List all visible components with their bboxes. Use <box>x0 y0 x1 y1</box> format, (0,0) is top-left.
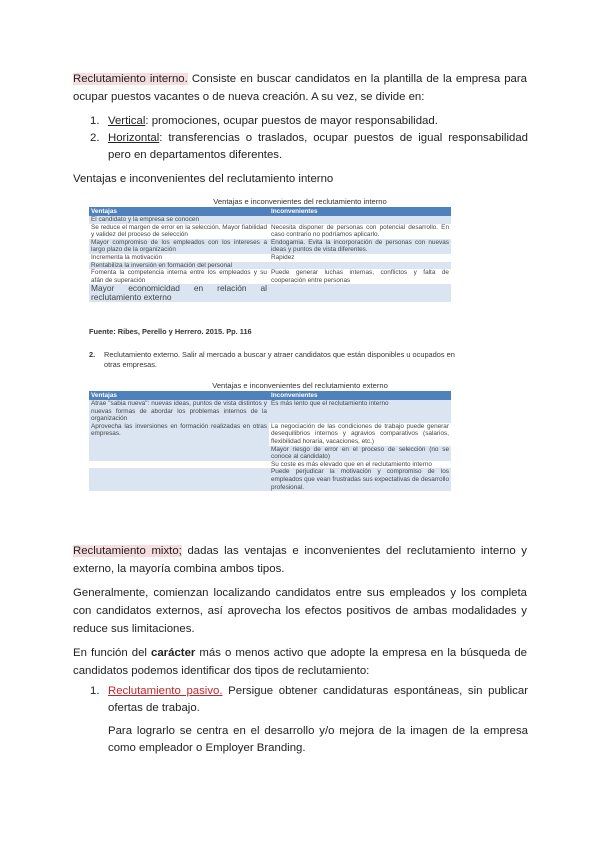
table-row: Rentabiliza la inversión en formación del personal <box>89 262 451 270</box>
character-term: carácter <box>151 647 196 659</box>
table-header: Ventajas <box>89 207 269 216</box>
passive-detail: Para lograrlo se centra en el desarrollo y/o mejora de la imagen de la empresa como empleador o Employer Branding. <box>108 725 528 754</box>
table-row: Mayor compromiso de los empleados con los intereses a largo plazo de la organización Endogamia. Evita la incorporación de personas con nuevas ideas y puntos de vista diferentes. <box>91 238 449 254</box>
table-row: Incrementa la motivación Rapidez <box>89 254 451 262</box>
table-row: Puede perjudicar la motivación y compromiso de los empleados que vean frustradas sus expectativas de desarrollo profesional. <box>89 468 451 491</box>
table-row: Mayor economicidad en relación al reclutamiento externo <box>89 284 451 302</box>
table-row: Su coste es más elevado que en el reclutamiento interno <box>89 461 451 469</box>
table-row: Aprovecha las inversiones en formación realizadas en otras empresas. La negociación de las condiciones de trabajo puede generar desequilibrios internos y agravios comparativos (salarios, flexibilidad horaria, vacaciones, etc.) <box>91 422 449 445</box>
table-header: Inconvenientes <box>269 207 451 216</box>
table-row: Se reduce el margen de error en la selección. Mayor fiabilidad y validez del proceso de selección Necesita disponer de personas con potencial desarrollo. En caso contrario no podríamos aplicarlo. <box>91 223 449 239</box>
passive-term: Reclutamiento pasivo. <box>108 685 223 697</box>
mixed-paragraph: Reclutamiento mixto; dadas las ventajas e inconvenientes del reclutamiento interno y externo, la mayoría combina ambos tipos. <box>73 545 527 575</box>
table-header-row <box>89 391 451 400</box>
list-item-external: 2. Reclutamiento externo. Salir al mercado a buscar y atraer candidatos que están disponibles u ocupados en otras empresas. <box>89 350 455 369</box>
table2-caption: Ventajas e inconvenientes del reclutamiento externo <box>212 381 388 390</box>
table-row: Mayor riesgo de error en el proceso de selección (no se conoce al candidato) <box>89 446 451 461</box>
general-paragraph: Generalmente, comienzan localizando candidatos entre sus empleados y los completa con candidatos externos, así aprovecha los efectos positivos de ambas modalidades y reduce sus limitaciones. <box>73 587 527 635</box>
intro-paragraph <box>73 70 527 106</box>
table-row: El candidato y la empresa se conocen <box>89 216 451 224</box>
intro-text: Consiste en buscar candidatos en la plantilla de la empresa para ocupar puestos vacantes o de nueva creación. A su vez, se divide en: <box>73 73 527 103</box>
intro-term: Reclutamiento interno. <box>73 73 188 85</box>
table-row: Fomenta la competencia interna entre los empleados y su afán de superación Puede generar luchas internas, conflictos y falta de cooperación entre personas <box>91 269 449 284</box>
table1-caption: Ventajas e inconvenientes del reclutamiento interno <box>213 197 387 206</box>
table-header: Inconvenientes <box>269 391 451 400</box>
internal-recruitment-table <box>89 207 451 302</box>
table-header-row <box>89 207 451 216</box>
section-heading: Ventajas e inconvenientes del reclutamiento interno <box>73 173 334 185</box>
character-paragraph: En función del carácter más o menos activo que adopte la empresa en la búsqueda de candidatos podemos identificar dos tipos de reclutamiento: <box>73 647 528 677</box>
external-recruitment-table <box>89 391 451 491</box>
table-row: Atrae "sabia nueva": nuevas ideas, puntos de vista distintos y nuevas formas de abordar los problemas internos de la organización Es más lento que el reclutamiento interno <box>89 400 451 423</box>
table-header: Ventajas <box>89 391 269 400</box>
vertical-term: Vertical <box>108 115 146 127</box>
mixed-term: Reclutamiento mixto; <box>73 545 182 557</box>
table-source: Fuente: Ribes, Perello y Herrero. 2015. Pp. 116 <box>89 327 252 336</box>
horizontal-term: Horizontal <box>108 132 160 144</box>
